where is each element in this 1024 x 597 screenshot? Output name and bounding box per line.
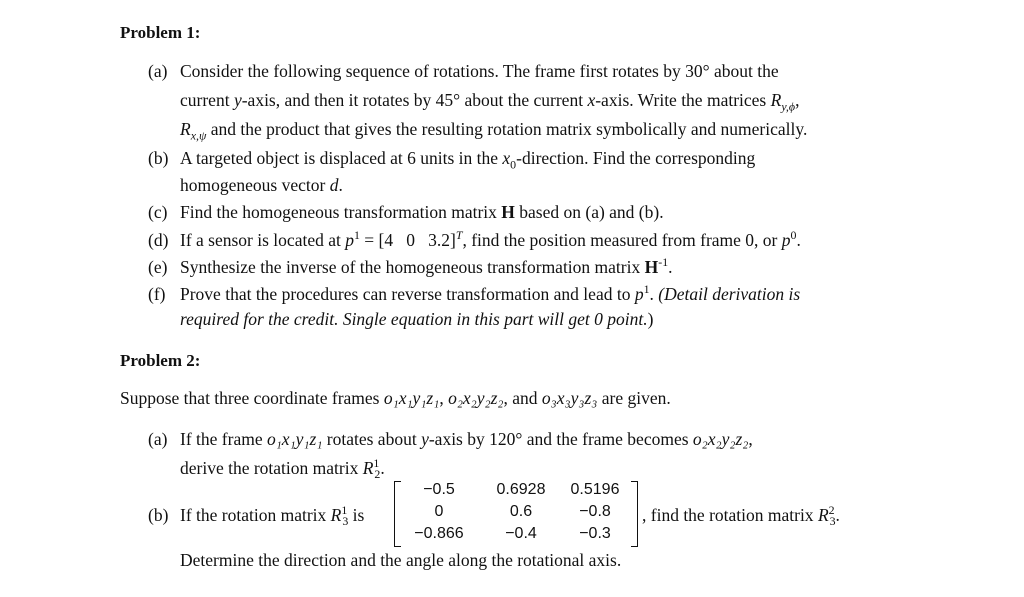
frame-label: o₂x₂y₂z₂	[692, 429, 749, 449]
text-run: = [4 0 3.2]	[359, 229, 456, 250]
text-run: .	[380, 457, 385, 478]
rotation-matrix	[394, 481, 638, 547]
text-run: based on (a) and (b).	[514, 202, 664, 222]
superscript: 1	[341, 503, 348, 517]
p1f-label: (f)	[148, 283, 166, 304]
text-run: are given.	[597, 388, 671, 408]
problem2-heading: Problem 2:	[120, 351, 201, 370]
p1f-line2	[180, 309, 653, 330]
text-run: homogeneous vector	[180, 175, 330, 195]
matrix-cell: 0.5196	[570, 481, 620, 498]
frame-label: o₃x₃y₃z₃	[541, 388, 598, 408]
p1b-label: (b)	[148, 148, 169, 168]
p1f-line1	[148, 282, 800, 305]
var-R: R	[770, 90, 782, 110]
text-run: required for the credit. Single equation in this part will get 0 point.	[180, 309, 648, 329]
problem1-heading: Problem 1:	[120, 23, 201, 42]
text-run: If a sensor is located at	[180, 229, 346, 250]
text-run: .	[338, 175, 343, 195]
text-run: current	[180, 90, 234, 110]
superscript: 2	[828, 503, 835, 517]
text-run: , and	[503, 388, 542, 408]
p1a-label: (a)	[148, 61, 168, 81]
text-run: .	[649, 283, 659, 304]
p1c-label: (c)	[148, 202, 168, 222]
var-p: p	[345, 229, 354, 250]
text-run: rotates about	[322, 429, 422, 449]
frame-label: o₁x₁y₁z₁	[383, 388, 440, 408]
p2b-line	[148, 503, 364, 529]
var-H: H	[644, 256, 659, 277]
matrix-right-bracket	[631, 481, 638, 547]
var-H: H	[501, 202, 515, 222]
superscript: 1	[643, 282, 650, 296]
text-run: , find the position measured from frame 0, or	[462, 229, 782, 250]
p2-intro	[120, 388, 671, 409]
var-x: x	[502, 148, 511, 168]
p2-closing: Determine the direction and the angle along the rotational axis.	[180, 550, 622, 570]
superscript: 0	[790, 228, 797, 242]
text-run: (Detail derivation is	[658, 283, 801, 304]
matrix-cell: 0.6928	[496, 481, 546, 498]
matrix-cell: 0.6	[509, 503, 533, 520]
frame-label: o₁x₁y₁z₁	[266, 429, 323, 449]
matrix-cell: −0.866	[414, 525, 464, 542]
text-run: .	[835, 504, 840, 525]
matrix-left-bracket	[394, 481, 401, 547]
p1a-line1	[148, 61, 903, 82]
subscript: 3	[342, 514, 349, 529]
text-run: ,	[748, 429, 753, 449]
var-p: p	[634, 283, 644, 304]
p1e-line	[148, 255, 673, 278]
superscript: 1	[373, 456, 380, 470]
p1b-line2	[180, 175, 343, 196]
p1a-line2	[180, 90, 799, 115]
p2a-line1	[148, 429, 753, 450]
text-run: , find the rotation matrix	[642, 504, 818, 525]
var-R: R	[330, 504, 342, 525]
text-run: -axis, and then it rotates by 45° about the current	[241, 90, 588, 110]
p2b-line-tail	[642, 503, 840, 529]
text-run: .	[796, 229, 801, 250]
text-run: A targeted object is displaced at 6 units in the	[180, 148, 503, 168]
var-R: R	[180, 119, 191, 139]
var-R: R	[362, 457, 374, 478]
superscript: 1	[353, 228, 360, 242]
p1c-line	[148, 202, 664, 223]
p2b-label: (b)	[148, 504, 169, 525]
superscript: -1	[658, 255, 669, 269]
p2a-label: (a)	[148, 429, 168, 449]
text-run: Prove that the procedures can reverse transformation and lead to	[180, 283, 635, 304]
superscript: T	[455, 228, 463, 242]
subscript: 0	[510, 157, 517, 172]
matrix-cell: −0.4	[505, 525, 537, 542]
text-run: .	[668, 256, 673, 277]
var-d: d	[329, 175, 339, 195]
var-y: y	[233, 90, 242, 110]
text-run: ,	[439, 388, 449, 408]
p2a-line2	[180, 456, 385, 482]
matrix-cell: 0	[434, 503, 444, 520]
text-run: If the rotation matrix	[180, 504, 331, 525]
text-run: -axis. Write the matrices	[595, 90, 771, 110]
subscript: x,ψ	[190, 128, 207, 143]
text-run: Synthesize the inverse of the homogeneous transformation matrix	[180, 256, 645, 277]
p1a-text1: Consider the following sequence of rotations. The frame first rotates by 30° about the	[180, 61, 779, 81]
p1a-line3	[180, 119, 807, 144]
subscript: 2	[374, 467, 381, 482]
text-run: If the frame	[180, 429, 267, 449]
var-R: R	[817, 504, 829, 525]
text-run: Suppose that three coordinate frames	[120, 388, 384, 408]
p1d-label: (d)	[148, 229, 169, 250]
var-p: p	[781, 229, 791, 250]
matrix-cell: −0.8	[579, 503, 611, 520]
text-run: -direction. Find the corresponding	[516, 148, 756, 168]
text-run: ,	[795, 90, 800, 110]
var-x: x	[587, 90, 596, 110]
subscript: 3	[829, 514, 836, 529]
text-run: derive the rotation matrix	[180, 457, 363, 478]
var-y: y	[421, 429, 429, 449]
text-run: -axis by 120° and the frame becomes	[428, 429, 693, 449]
subscript: y,ϕ	[781, 99, 796, 114]
matrix-cell: −0.5	[423, 481, 455, 498]
p1e-label: (e)	[148, 256, 168, 277]
frame-label: o₂x₂y₂z₂	[448, 388, 504, 408]
text-run: is	[348, 504, 365, 525]
matrix-cell: −0.3	[579, 525, 611, 542]
text-run: and the product that gives the resulting rotation matrix symbolically and numerically.	[206, 119, 808, 139]
text-run: Find the homogeneous transformation matrix	[180, 202, 502, 222]
text-run: )	[647, 309, 654, 329]
p1d-line	[148, 228, 801, 251]
p1b-line1	[148, 148, 755, 173]
